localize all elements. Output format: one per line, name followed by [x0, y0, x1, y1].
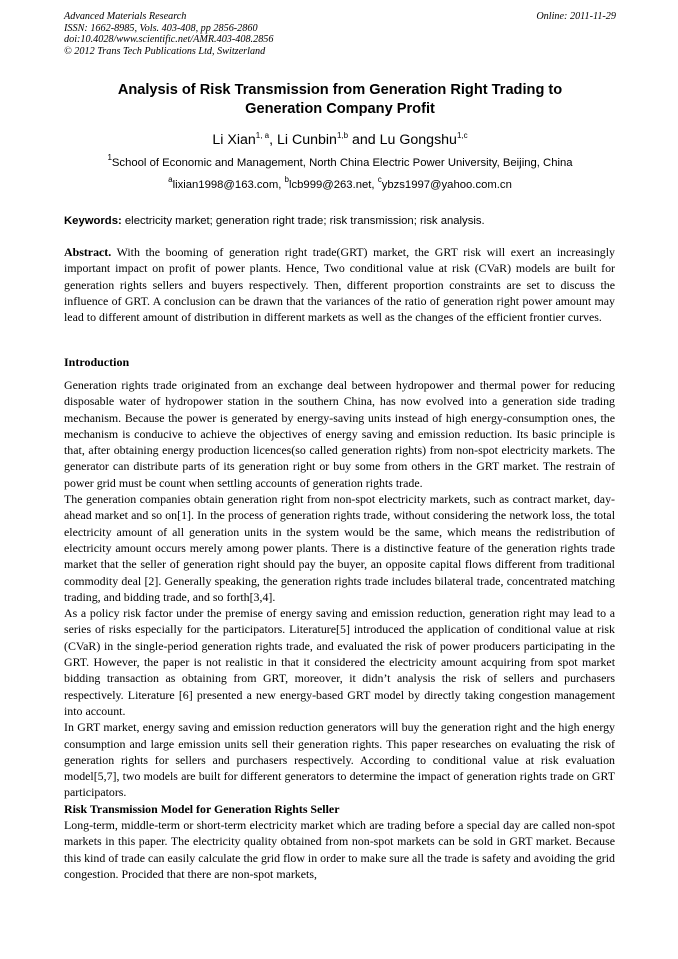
author-affiliation-mark: 1,b: [336, 131, 349, 140]
keywords: [64, 214, 624, 228]
abstract-text: With the booming of generation right trade(GRT) market, the GRT risk will exert an increasingly important impact on profit of power plants. Hence, Two conditional value at risk (CVaR) models are built for generation rights sellers and buyers respectively. Then, different proportion constraints are set to discuss the influence of GRT. A conclusion can be drawn that the variances of the ratio of generation right power amount may lead to different amount of distribution in different markets as well as the changes of the efficient frontier curves.: [64, 245, 615, 325]
title-line-1: Analysis of Risk Transmission from Generation Right Trading to: [117, 82, 563, 98]
paragraph: In GRT market, energy saving and emission reduction generators will buy the generation right and the high energy consumption and large emission units sell their generation rights. This paper researches on evaluating the risk of generation rights for sellers and purchasers respectively. According to conditional value at risk evaluation model[5,7], two models are built for different generators to determine the impact of generation rights trade on GRT participators.: [64, 720, 615, 800]
abstract: [64, 244, 615, 325]
section-heading-risk-transmission: Risk Transmission Model for Generation Rights Seller: [64, 801, 340, 816]
online-date: Online: 2011-11-29: [536, 11, 616, 22]
affiliation-text: School of Economic and Management, North China Electric Power University, Beijing, China: [111, 157, 573, 169]
author-name: Li Cunbin: [277, 132, 337, 148]
paragraph: Generation rights trade originated from an exchange deal between hydropower and thermal power for reducing disposable water of hydropower station in the southern China, has now evolved into a generation side trading mechanism. Because the power is generated by energy-saving units instead of high energy-consumption ones, the mechanism is conducive to achieve the objectives of energy saving and emission reduction. Its basic principle is that, after obtaining energy production licences(so called generation rights) from non-spot electricity markets. The generator can distribute parts of its generation right or buy some from others in the GRT market. The restrain of power grid must be count when settling accounts of generation rights trade.: [64, 378, 615, 490]
keywords-text: electricity market; generation right trade; risk transmission; risk analysis.: [121, 215, 485, 227]
keywords-label: Keywords:: [64, 215, 122, 227]
email-link[interactable]: ybzs1997@yahoo.com.cn: [381, 179, 512, 191]
email-mark: b: [284, 175, 289, 184]
paragraph: Long-term, middle-term or short-term electricity market which are trading before a special day are called non-spot markets in this paper. The electricity quality obtained from non-spot markets can be sold in GRT market. Because this kind of trade can easily calculate the grid flow in order to make sure all the trade is safety and avoiding the grid congestion. Procided that there are non-spot markets,: [64, 818, 615, 881]
author-name: Lu Gongshu: [379, 132, 457, 148]
author-affiliation-mark: 1,c: [456, 131, 468, 140]
section-heading-introduction: Introduction: [64, 355, 130, 369]
author-emails: [64, 175, 616, 192]
author-separator: ,: [269, 132, 277, 148]
paragraph: The generation companies obtain generation right from non-spot electricity markets, such as contract market, day-ahead market and so on[1]. In the process of generation rights trade, without considering the network loss, the total electricity amount of all generation units in the system would be the same, which means the redistribution of electricity amount occurs merely among power plants. There is a distinctive feature of the generation rights trade market that the seller of generation right should pay the buyer, an opposite capital flows different from traditional commodity deal [2]. Generally speaking, the generation rights trade includes bilateral trade, concentrated matching trading, and bidding trade, and so forth[3,4].: [64, 492, 615, 604]
email-mark: a: [168, 175, 173, 184]
author-separator: and: [348, 132, 380, 148]
author-name: Li Xian: [212, 132, 256, 148]
paragraph: As a policy risk factor under the premise of energy saving and emission reduction, generation right may lead to a series of risks especially for the participators. Literature[5] introduced the application of conditional value at risk (CVaR) in the single-period generation rights trade, and evaluated the risk of power producers participating in the GRT. However, the paper is not realistic in that it considered the electricity amount acquiring from spot market bidding transaction as obtaining from GRT, moreover, it didn’t analysis the risk of sellers and purchasers respectively. Literature [6] presented a new energy-based GRT model by directly taking congestion management into account.: [64, 606, 615, 718]
email-link[interactable]: lixian1998@163.com,: [172, 179, 285, 191]
email-mark: c: [377, 175, 382, 184]
abstract-label: Abstract.: [64, 245, 112, 259]
copyright-line: © 2012 Trans Tech Publications Ltd, Switzerland: [64, 45, 266, 57]
affiliation: [64, 153, 616, 170]
affiliation-mark: 1: [107, 153, 112, 162]
introduction-body: [64, 377, 615, 882]
doi-line: doi:10.4028/www.scientific.net/AMR.403-408.2856: [64, 34, 274, 46]
journal-name: Advanced Materials Research: [64, 11, 187, 22]
author-list: [64, 132, 616, 149]
title-line-2: Generation Company Profit: [245, 101, 435, 117]
author-affiliation-mark: 1, a: [255, 131, 270, 140]
email-link[interactable]: lcb999@263.net,: [288, 179, 378, 191]
paper-title: [64, 81, 616, 119]
issn-line: ISSN: 1662-8985, Vols. 403-408, pp 2856-2860: [64, 22, 258, 34]
journal-header: [64, 11, 616, 57]
